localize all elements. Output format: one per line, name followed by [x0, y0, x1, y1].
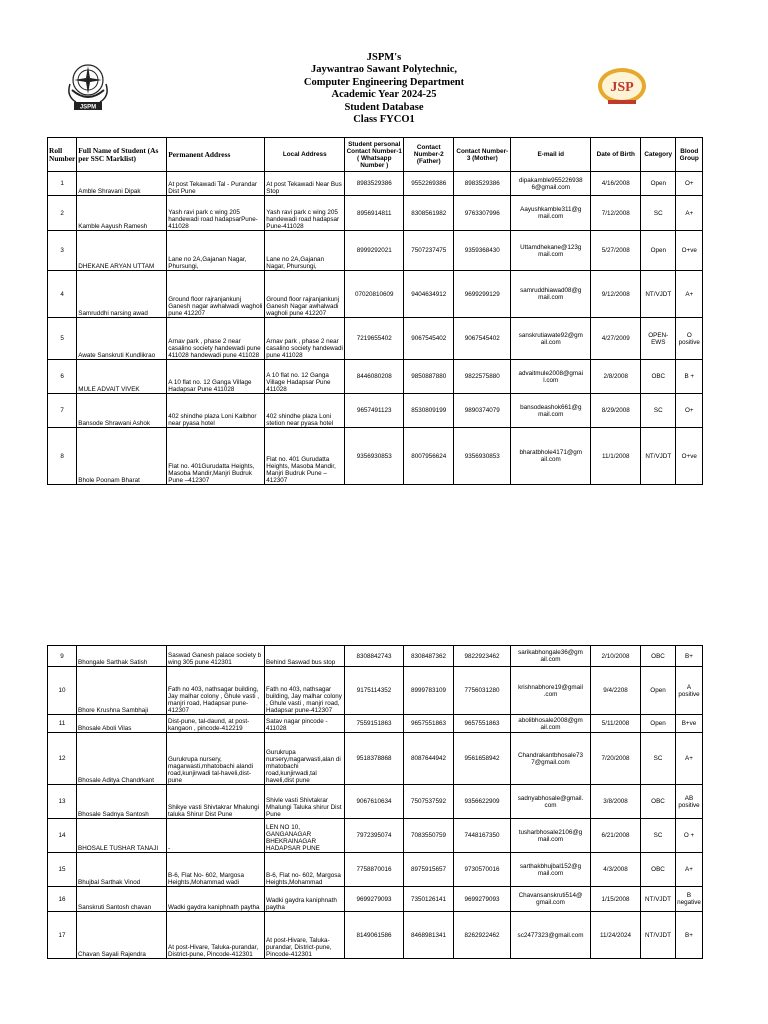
col-header-category: Category — [641, 138, 676, 172]
cell-dob: 5/27/2008 — [591, 231, 641, 271]
col-header-dob: Date of Birth — [591, 138, 641, 172]
cell-email: tusharbhosale2106@g mail.com — [511, 819, 591, 853]
table-row — [48, 318, 703, 360]
cell-perm-address: At post-Hivare, Taluka-purandar, District-pune, Pincode-412301 — [167, 912, 265, 959]
cell-contact2: 7350126141 — [404, 887, 454, 912]
cell-dob: 11/24/2024 — [591, 912, 641, 959]
cell-dob: 4/16/2008 — [591, 172, 641, 196]
document-title: Student Database — [344, 101, 424, 113]
cell-perm-address: 402 shindhe plaza Loni Kalbhor near pyasa hotel — [167, 394, 265, 428]
cell-blood-group: A positive — [676, 667, 703, 715]
cell-name: Bhole Poonam Bharat — [77, 428, 167, 485]
cell-name: Samruddhi narsing awad — [77, 271, 167, 318]
col-header-name: Full Name of Student (As per SSC Marklist) — [77, 138, 167, 172]
page-header — [0, 52, 768, 126]
cell-name: DHEKANE ARYAN UTTAM — [77, 231, 167, 271]
cell-contact3: 9730570016 — [454, 853, 511, 887]
cell-contact2: 9850887880 — [404, 360, 454, 394]
cell-perm-address: Fath no 403, nathsagar building, Jay malhar colony , Ghule vasti , manjri road, Hadapsar pune-412307 — [167, 667, 265, 715]
cell-name: Bhongale Sarthak Satish — [77, 646, 167, 667]
cell-dob: 8/29/2008 — [591, 394, 641, 428]
cell-blood-group: B+ — [676, 912, 703, 959]
cell-email: Chavansanskruti514@ gmail.com — [511, 887, 591, 912]
cell-contact3: 9763307996 — [454, 196, 511, 231]
cell-email: abolibhosale2008@gm ail.com — [511, 715, 591, 733]
cell-perm-address: A 10 flat no. 12 Ganga Village Hadapsar Pune 411028 — [167, 360, 265, 394]
cell-dob: 5/11/2008 — [591, 715, 641, 733]
class-name: Class FYCO1 — [353, 114, 415, 126]
cell-dob: 9/4/2208 — [591, 667, 641, 715]
cell-blood-group: A+ — [676, 853, 703, 887]
cell-contact1: 9067610634 — [345, 785, 404, 819]
cell-dob: 6/21/2008 — [591, 819, 641, 853]
cell-email: bansodeashok661@g mail.com — [511, 394, 591, 428]
cell-contact3: 8983529386 — [454, 172, 511, 196]
cell-roll: 13 — [48, 785, 77, 819]
cell-category: Open — [641, 172, 676, 196]
cell-roll: 5 — [48, 318, 77, 360]
cell-contact2: 7507537592 — [404, 785, 454, 819]
cell-dob: 7/20/2008 — [591, 733, 641, 785]
cell-contact1: 7219655402 — [345, 318, 404, 360]
table-row — [48, 196, 703, 231]
cell-contact3: 9561658942 — [454, 733, 511, 785]
cell-roll: 10 — [48, 667, 77, 715]
cell-name: BHOSALE TUSHAR TANAJI — [77, 819, 167, 853]
cell-contact1: 8983529386 — [345, 172, 404, 196]
cell-contact3: 9359368430 — [454, 231, 511, 271]
cell-contact2: 8308487362 — [404, 646, 454, 667]
cell-local-address: Lane no 2A,Gajanan Nagar, Phursungi, — [265, 231, 345, 271]
cell-category: Open — [641, 231, 676, 271]
cell-local-address: Gurukrupa nursery,magarwasti,alan di mhatobachi road,kunjirwadi,tal haveli,dist pune — [265, 733, 345, 785]
cell-perm-address: Ground floor rajranjankunj Ganesh nagar awhalwadi wagholi pune 412207 — [167, 271, 265, 318]
table-row — [48, 912, 703, 959]
cell-local-address: LEN NO 10, GANGANAGAR BHEKRAINAGAR HADAPSAR PUNE — [265, 819, 345, 853]
cell-category: OBC — [641, 646, 676, 667]
academic-year: Academic Year 2024-25 — [331, 89, 437, 101]
cell-contact3: 7448167350 — [454, 819, 511, 853]
table-row — [48, 271, 703, 318]
cell-local-address: A 10 flat no. 12 Ganga Village Hadapsar Pune 411028 — [265, 360, 345, 394]
cell-category: SC — [641, 196, 676, 231]
cell-contact2: 8007956624 — [404, 428, 454, 485]
cell-email: dipakamble955226938 6@gmail.com — [511, 172, 591, 196]
cell-roll: 14 — [48, 819, 77, 853]
cell-roll: 16 — [48, 887, 77, 912]
cell-perm-address: Arnav park , phase 2 near casalino society handewadi pune 411028 handewadi pune 411028 — [167, 318, 265, 360]
cell-email: samruddhiawad08@g mail.com — [511, 271, 591, 318]
cell-roll: 2 — [48, 196, 77, 231]
cell-contact2: 9657551863 — [404, 715, 454, 733]
cell-local-address: Shivle vasti Shivtakrar Mhalungi Taluka shirur Dist Pune — [265, 785, 345, 819]
cell-contact1: 7972395074 — [345, 819, 404, 853]
cell-blood-group: O+ — [676, 172, 703, 196]
cell-dob: 11/1/2008 — [591, 428, 641, 485]
cell-email: sarthakbhujbal152@g mail.com — [511, 853, 591, 887]
cell-blood-group: B + — [676, 360, 703, 394]
cell-contact2: 8999783109 — [404, 667, 454, 715]
cell-name: Chavan Sayali Rajendra — [77, 912, 167, 959]
col-header-email: E-mail id — [511, 138, 591, 172]
cell-roll: 7 — [48, 394, 77, 428]
cell-perm-address: Yash ravi park c wing 205 handewadi road hadapsarPune-411028 — [167, 196, 265, 231]
col-header-blood: Blood Group — [676, 138, 703, 172]
cell-category: Open — [641, 667, 676, 715]
cell-blood-group: B negative — [676, 887, 703, 912]
cell-name: Sanskruti Santosh chavan — [77, 887, 167, 912]
cell-contact1: 7758870016 — [345, 853, 404, 887]
cell-roll: 9 — [48, 646, 77, 667]
table-row — [48, 428, 703, 485]
cell-contact2: 8530809199 — [404, 394, 454, 428]
cell-local-address: Ground floor rajranjankunj Ganesh Nagar awhalwadi wagholi pune 412207 — [265, 271, 345, 318]
cell-contact1: 7559151863 — [345, 715, 404, 733]
cell-perm-address: Gurukrupa nursery, magarwasti,mhatobachi alandi road,kunjirwadi tal-haveli,dist-pune — [167, 733, 265, 785]
cell-contact2: 7507237475 — [404, 231, 454, 271]
student-table-part2 — [47, 645, 703, 959]
cell-roll: 4 — [48, 271, 77, 318]
cell-category: SC — [641, 394, 676, 428]
cell-contact1: 9356930853 — [345, 428, 404, 485]
cell-email: advaitmule2008@gmai l.com — [511, 360, 591, 394]
cell-contact2: 8975915657 — [404, 853, 454, 887]
cell-category: OBC — [641, 360, 676, 394]
cell-dob: 1/15/2008 — [591, 887, 641, 912]
cell-blood-group: A+ — [676, 196, 703, 231]
cell-contact1: 9657491123 — [345, 394, 404, 428]
cell-category: NT/VJDT — [641, 428, 676, 485]
cell-local-address: Yash ravi park c wing 205 handewadi road hadapsar Pune-411028 — [265, 196, 345, 231]
cell-category: NT/VJDT — [641, 271, 676, 318]
cell-contact1: 8308842743 — [345, 646, 404, 667]
cell-roll: 1 — [48, 172, 77, 196]
cell-contact2: 9552269386 — [404, 172, 454, 196]
cell-name: Bhujbal Sarthak Vinod — [77, 853, 167, 887]
cell-contact1: 9699279093 — [345, 887, 404, 912]
cell-local-address: At post-Hivare, Taluka-purandar, District-pune, Pincode-412301 — [265, 912, 345, 959]
cell-blood-group: O positive — [676, 318, 703, 360]
table-row — [48, 715, 703, 733]
cell-local-address: Fath no 403, nathsagar building, Jay malhar colony , Ghule vasti , manjri road, Hadapsar pune-412307 — [265, 667, 345, 715]
cell-roll: 11 — [48, 715, 77, 733]
cell-local-address: Flat no. 401 Gurudatta Heights, Masoba Mandir, Manjri Budruk Pune –412307 — [265, 428, 345, 485]
table-row — [48, 667, 703, 715]
jsp-logo-text: JSP — [610, 80, 634, 95]
cell-contact3: 9822575880 — [454, 360, 511, 394]
cell-category: Open — [641, 715, 676, 733]
cell-contact2: 8087644942 — [404, 733, 454, 785]
cell-name: Bhosale Aboli Vilas — [77, 715, 167, 733]
cell-local-address: At post Tekawadi Near Bus Stop — [265, 172, 345, 196]
cell-blood-group: B+ve — [676, 715, 703, 733]
cell-name: Bhore Krushna Sambhaji — [77, 667, 167, 715]
cell-email: Chandrakantbhosale73 7@gmail.com — [511, 733, 591, 785]
cell-contact3: 9067545402 — [454, 318, 511, 360]
cell-contact3: 7756031280 — [454, 667, 511, 715]
jspm-logo-text: JSPM — [79, 104, 97, 111]
cell-contact1: 8956914811 — [345, 196, 404, 231]
cell-roll: 8 — [48, 428, 77, 485]
cell-local-address: 402 shindhe plaza Loni stetion near pyasa hotel — [265, 394, 345, 428]
cell-contact1: 07020810609 — [345, 271, 404, 318]
cell-local-address: Wadki gaydra kaniphnath paytha — [265, 887, 345, 912]
cell-contact3: 9890374079 — [454, 394, 511, 428]
cell-email: bharatbhole4171@gm ail.com — [511, 428, 591, 485]
cell-contact3: 9356622909 — [454, 785, 511, 819]
table-header-row — [48, 138, 703, 172]
cell-email: sc2477323@gmail.com — [511, 912, 591, 959]
cell-perm-address: - — [167, 819, 265, 853]
cell-blood-group: AB positive — [676, 785, 703, 819]
cell-dob: 2/10/2008 — [591, 646, 641, 667]
department-name: Computer Engineering Department — [303, 76, 465, 88]
cell-blood-group: O+ve — [676, 231, 703, 271]
cell-category: SC — [641, 819, 676, 853]
cell-email: sarikabhongale36@gm ail.com — [511, 646, 591, 667]
cell-local-address: Arnav park , phase 2 near casalino society handewadi pune 411028 — [265, 318, 345, 360]
col-header-contact1: Student personal Contact Number-1 ( Whatsapp Number ) — [345, 138, 404, 172]
cell-roll: 12 — [48, 733, 77, 785]
cell-contact1: 8446080208 — [345, 360, 404, 394]
cell-email: krishnabhore19@gmail .com — [511, 667, 591, 715]
cell-name: Bhosale Sadnya Santosh — [77, 785, 167, 819]
cell-roll: 17 — [48, 912, 77, 959]
cell-contact2: 9404634912 — [404, 271, 454, 318]
table-row — [48, 231, 703, 271]
cell-blood-group: B+ — [676, 646, 703, 667]
cell-roll: 6 — [48, 360, 77, 394]
cell-dob: 4/3/2008 — [591, 853, 641, 887]
cell-name: Amble Shravani Dipak — [77, 172, 167, 196]
cell-perm-address: Shikye vasti Shivtakrar Mhalungi taluka Shirur Dist Pune — [167, 785, 265, 819]
cell-category: OBC — [641, 785, 676, 819]
cell-contact3: 9699279093 — [454, 887, 511, 912]
cell-category: SC — [641, 733, 676, 785]
col-header-contact2: Contact Number-2 (Father) — [404, 138, 454, 172]
student-table-part1 — [47, 137, 703, 485]
cell-contact1: 9175114352 — [345, 667, 404, 715]
cell-dob: 4/27/2009 — [591, 318, 641, 360]
cell-contact2: 8308561982 — [404, 196, 454, 231]
institute-name: Jaywantrao Sawant Polytechnic, — [310, 64, 458, 76]
cell-name: Kamble Aayush Ramesh — [77, 196, 167, 231]
cell-roll: 3 — [48, 231, 77, 271]
table-row — [48, 646, 703, 667]
cell-dob: 2/8/2008 — [591, 360, 641, 394]
cell-category: NT/VJDT — [641, 887, 676, 912]
table-row — [48, 172, 703, 196]
cell-perm-address: Flat no. 401Gurudatta Heights, Masoba Mandir,Manjri Budruk Pune –412307 — [167, 428, 265, 485]
cell-blood-group: O+ve — [676, 428, 703, 485]
table-row — [48, 360, 703, 394]
cell-blood-group: O + — [676, 819, 703, 853]
cell-email: sanskrutiawate92@gm ail.com — [511, 318, 591, 360]
cell-contact1: 8149061586 — [345, 912, 404, 959]
cell-blood-group: A+ — [676, 733, 703, 785]
table-row — [48, 819, 703, 853]
table-row — [48, 887, 703, 912]
col-header-local-address: Local Address — [265, 138, 345, 172]
cell-roll: 15 — [48, 853, 77, 887]
cell-contact1: 8999292021 — [345, 231, 404, 271]
cell-email: Uttamdhekane@123g mail.com — [511, 231, 591, 271]
col-header-roll: Roll Number — [48, 138, 77, 172]
cell-contact3: 9657551863 — [454, 715, 511, 733]
col-header-contact3: Contact Number-3 (Mother) — [454, 138, 511, 172]
cell-name: Awate Sanskruti Kundlikrao — [77, 318, 167, 360]
cell-category: OBC — [641, 853, 676, 887]
cell-local-address: Satav nagar pincode - 411028 — [265, 715, 345, 733]
cell-blood-group: A+ — [676, 271, 703, 318]
cell-contact1: 9518378868 — [345, 733, 404, 785]
cell-contact2: 9067545402 — [404, 318, 454, 360]
cell-dob: 7/12/2008 — [591, 196, 641, 231]
cell-email: sadnyabhosale@gmail. com — [511, 785, 591, 819]
institute-group: JSPM's — [366, 52, 402, 63]
table-row — [48, 785, 703, 819]
table-row — [48, 394, 703, 428]
table-row — [48, 853, 703, 887]
cell-perm-address: B-6, Flat No- 602, Margosa Heights,Mohammad wadi — [167, 853, 265, 887]
cell-name: Bansode Shrawani Ashok — [77, 394, 167, 428]
cell-dob: 9/12/2008 — [591, 271, 641, 318]
cell-contact3: 9699299129 — [454, 271, 511, 318]
cell-perm-address: Dist-pune, tal-daund, at post-kangaon , pincode-412219 — [167, 715, 265, 733]
cell-contact2: 7083550759 — [404, 819, 454, 853]
table-row — [48, 733, 703, 785]
cell-contact3: 9822923462 — [454, 646, 511, 667]
cell-perm-address: At post Tekawadi Tal - Purandar Dist Pune — [167, 172, 265, 196]
cell-perm-address: Lane no 2A,Gajanan Nagar, Phursungi, — [167, 231, 265, 271]
cell-category: NT/VJDT — [641, 912, 676, 959]
cell-email: Aayushkamble311@g mail.com — [511, 196, 591, 231]
cell-blood-group: O+ — [676, 394, 703, 428]
cell-name: MULE ADVAIT VIVEK — [77, 360, 167, 394]
cell-contact2: 8468981341 — [404, 912, 454, 959]
cell-category: OPEN-EWS — [641, 318, 676, 360]
col-header-perm-address: Permanent Address — [167, 138, 265, 172]
cell-dob: 3/8/2008 — [591, 785, 641, 819]
cell-contact3: 9356930853 — [454, 428, 511, 485]
cell-perm-address: Saswad Ganesh palace society b wing 305 pune 412301 — [167, 646, 265, 667]
cell-local-address: B-6, Flat no- 602, Margosa Heights,Mohammad — [265, 853, 345, 887]
cell-contact3: 8262922462 — [454, 912, 511, 959]
cell-name: Bhosale Aditya Chandrkant — [77, 733, 167, 785]
cell-local-address: Behind Saswad bus stop — [265, 646, 345, 667]
cell-perm-address: Wadki gaydra kaniphnath paytha — [167, 887, 265, 912]
